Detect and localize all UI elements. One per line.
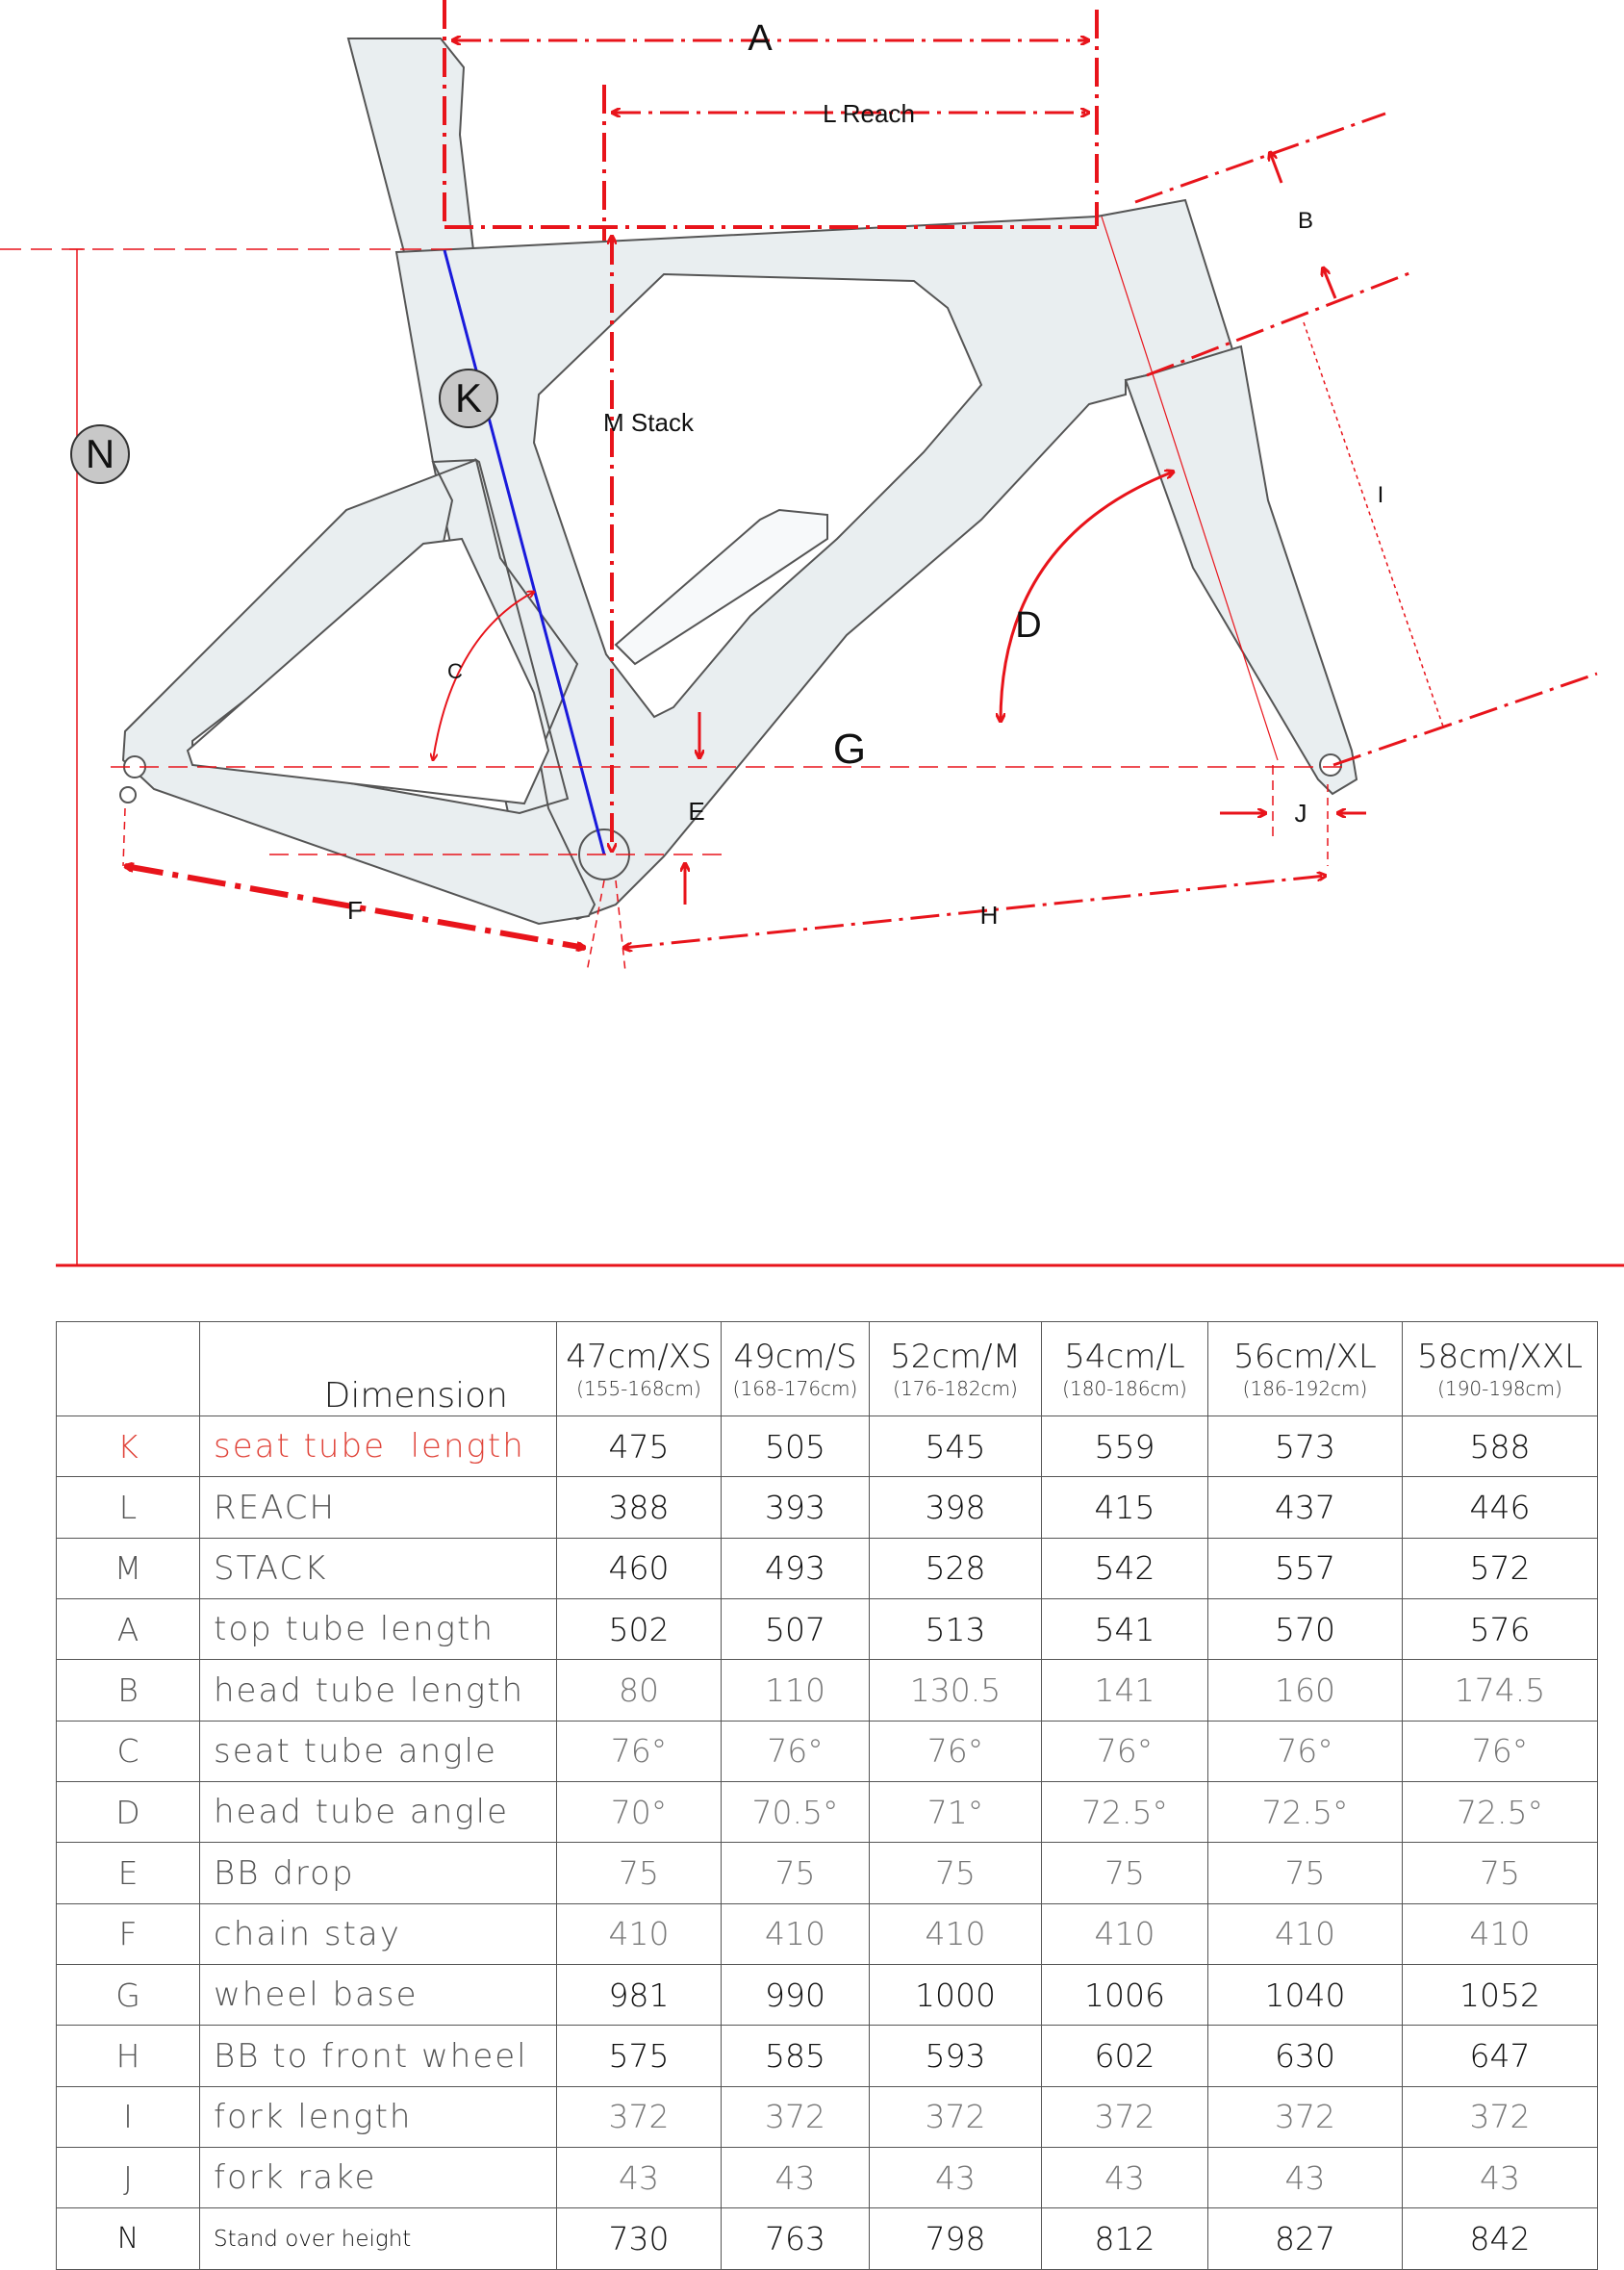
table-cell-value: 446 [1403,1477,1598,1538]
table-cell-value: 71° [870,1782,1042,1843]
table-row [57,1599,1598,1660]
table-row [57,1843,1598,1903]
table-cell-value: 593 [870,2026,1042,2086]
table-cell-value: 415 [1042,1477,1208,1538]
table-cell-value: 43 [1042,2148,1208,2208]
row-dimension-name: Stand over height [200,2208,557,2270]
table-cell-value: 410 [557,1903,722,1964]
table-cell-value: 647 [1403,2026,1598,2086]
table-cell-value: 410 [1403,1903,1598,1964]
size-column-header [722,1322,870,1416]
row-dimension-name: chain stay [200,1903,557,1964]
label-f: F [347,896,363,925]
table-cell-value: 75 [870,1843,1042,1903]
table-cell-value: 542 [1042,1538,1208,1598]
table-cell-value: 576 [1403,1599,1598,1660]
table-row [57,2026,1598,2086]
table-cell-value: 372 [557,2086,722,2147]
table-cell-value: 990 [722,1965,870,2026]
table-cell-value: 72.5° [1042,1782,1208,1843]
row-code: H [57,2026,200,2086]
row-dimension-name: head tube angle [200,1782,557,1843]
dimension-header: Dimension [200,1322,557,1416]
table-cell-value: 575 [557,2026,722,2086]
badge-k [440,370,497,427]
table-cell-value: 174.5 [1403,1660,1598,1721]
table-cell-value: 372 [1403,2086,1598,2147]
label-h: H [979,901,999,930]
table-cell-value: 502 [557,1599,722,1660]
row-code: G [57,1965,200,2026]
table-cell-value: 372 [722,2086,870,2147]
row-dimension-name: BB to front wheel [200,2026,557,2086]
row-code: M [57,1538,200,1598]
table-cell-value: 75 [1042,1843,1208,1903]
table-cell-value: 545 [870,1416,1042,1477]
row-dimension-name: top tube length [200,1599,557,1660]
table-row [57,1416,1598,1477]
front-fork [1126,346,1357,794]
row-code: F [57,1903,200,1964]
table-cell-value: 763 [722,2208,870,2270]
row-code: D [57,1782,200,1843]
row-dimension-name: STACK [200,1538,557,1598]
row-code: B [57,1660,200,1721]
table-cell-value: 43 [870,2148,1042,2208]
table-cell-value: 570 [1208,1599,1403,1660]
row-code: I [57,2086,200,2147]
table-cell-value: 43 [1403,2148,1598,2208]
table-cell-value: 475 [557,1416,722,1477]
table-row [57,2086,1598,2147]
table-cell-value: 372 [1042,2086,1208,2147]
table-cell-value: 602 [1042,2026,1208,2086]
size-rider-height: (190-198cm) [1437,1376,1562,1400]
table-cell-value: 559 [1042,1416,1208,1477]
table-row [57,1903,1598,1964]
table-cell-value: 372 [870,2086,1042,2147]
size-rider-height: (180-186cm) [1062,1376,1187,1400]
table-cell-value: 798 [870,2208,1042,2270]
label-m-stack: M Stack [603,408,694,437]
table-cell-value: 160 [1208,1660,1403,1721]
table-cell-value: 460 [557,1538,722,1598]
table-cell-value: 76° [722,1721,870,1781]
label-l-reach: L Reach [823,99,915,128]
row-code: C [57,1721,200,1781]
table-row [57,2148,1598,2208]
table-cell-value: 43 [1208,2148,1403,2208]
seatpost [348,38,473,252]
table-cell-value: 505 [722,1416,870,1477]
table-cell-value: 588 [1403,1416,1598,1477]
size-label: 52cm/M [890,1337,1021,1376]
table-cell-value: 76° [1403,1721,1598,1781]
table-row [57,1782,1598,1843]
table-cell-value: 513 [870,1599,1042,1660]
geometry-table [56,1321,1598,2270]
label-d: D [1015,605,1042,646]
size-label: 58cm/XXL [1416,1337,1584,1376]
table-cell-value: 75 [557,1843,722,1903]
table-cell-value: 630 [1208,2026,1403,2086]
table-cell-value: 827 [1208,2208,1403,2270]
table-row [57,1660,1598,1721]
label-b: B [1297,208,1314,234]
table-cell-value: 75 [722,1843,870,1903]
row-code: J [57,2148,200,2208]
header-blank [57,1322,200,1416]
table-cell-value: 842 [1403,2208,1598,2270]
size-rider-height: (186-192cm) [1242,1376,1368,1400]
size-label: 54cm/L [1064,1337,1185,1376]
table-cell-value: 72.5° [1403,1782,1598,1843]
svg-text:K: K [454,375,483,421]
label-a: A [748,18,773,59]
table-cell-value: 541 [1042,1599,1208,1660]
row-code: N [57,2208,200,2270]
table-cell-value: 981 [557,1965,722,2026]
size-label: 47cm/XS [566,1337,712,1376]
table-cell-value: 43 [557,2148,722,2208]
table-cell-value: 76° [1042,1721,1208,1781]
label-e: E [688,797,705,826]
size-column-header [1042,1322,1208,1416]
table-cell-value: 80 [557,1660,722,1721]
row-dimension-name: seat tube angle [200,1721,557,1781]
table-cell-value: 812 [1042,2208,1208,2270]
size-column-header [557,1322,722,1416]
size-rider-height: (168-176cm) [732,1376,858,1400]
row-code: A [57,1599,200,1660]
table-row [57,1477,1598,1538]
size-label: 56cm/XL [1233,1337,1377,1376]
table-cell-value: 372 [1208,2086,1403,2147]
size-column-header [1403,1322,1598,1416]
table-cell-value: 585 [722,2026,870,2086]
table-cell-value: 573 [1208,1416,1403,1477]
table-cell-value: 398 [870,1477,1042,1538]
table-cell-value: 410 [1042,1903,1208,1964]
table-cell-value: 1052 [1403,1965,1598,2026]
row-dimension-name: BB drop [200,1843,557,1903]
table-cell-value: 1000 [870,1965,1042,2026]
badge-n [71,425,129,483]
front-axle [1320,754,1341,776]
row-dimension-name: head tube length [200,1660,557,1721]
table-cell-value: 528 [870,1538,1042,1598]
table-cell-value: 410 [722,1903,870,1964]
row-dimension-name: wheel base [200,1965,557,2026]
row-dimension-name: REACH [200,1477,557,1538]
table-header-row [57,1322,1598,1416]
size-column-header [870,1322,1042,1416]
row-code: K [57,1416,200,1477]
table-cell-value: 70° [557,1782,722,1843]
table-cell-value: 70.5° [722,1782,870,1843]
row-dimension-name: seat tube length [200,1416,557,1477]
table-cell-value: 1006 [1042,1965,1208,2026]
table-cell-value: 76° [1208,1721,1403,1781]
size-rider-height: (176-182cm) [893,1376,1018,1400]
table-cell-value: 572 [1403,1538,1598,1598]
table-cell-value: 141 [1042,1660,1208,1721]
table-cell-value: 130.5 [870,1660,1042,1721]
label-g: G [832,726,867,773]
svg-text:N: N [85,431,115,476]
table-cell-value: 410 [1208,1903,1403,1964]
table-cell-value: 393 [722,1477,870,1538]
table-row [57,2208,1598,2270]
row-code: L [57,1477,200,1538]
table-cell-value: 72.5° [1208,1782,1403,1843]
table-cell-value: 437 [1208,1477,1403,1538]
table-row [57,1538,1598,1598]
table-row [57,1965,1598,2026]
table-cell-value: 76° [870,1721,1042,1781]
table-cell-value: 43 [722,2148,870,2208]
size-rider-height: (155-168cm) [576,1376,701,1400]
table-cell-value: 110 [722,1660,870,1721]
table-row [57,1721,1598,1781]
table-cell-value: 507 [722,1599,870,1660]
table-cell-value: 76° [557,1721,722,1781]
row-dimension-name: fork rake [200,2148,557,2208]
row-dimension-name: fork length [200,2086,557,2147]
label-c: C [447,659,463,683]
table-cell-value: 75 [1403,1843,1598,1903]
table-cell-value: 730 [557,2208,722,2270]
label-i: I [1377,482,1384,508]
label-j: J [1294,799,1307,828]
table-cell-value: 557 [1208,1538,1403,1598]
table-cell-value: 410 [870,1903,1042,1964]
size-label: 49cm/S [733,1337,857,1376]
row-code: E [57,1843,200,1903]
table-cell-value: 1040 [1208,1965,1403,2026]
table-cell-value: 493 [722,1538,870,1598]
table-cell-value: 388 [557,1477,722,1538]
table-cell-value: 75 [1208,1843,1403,1903]
size-column-header [1208,1322,1403,1416]
